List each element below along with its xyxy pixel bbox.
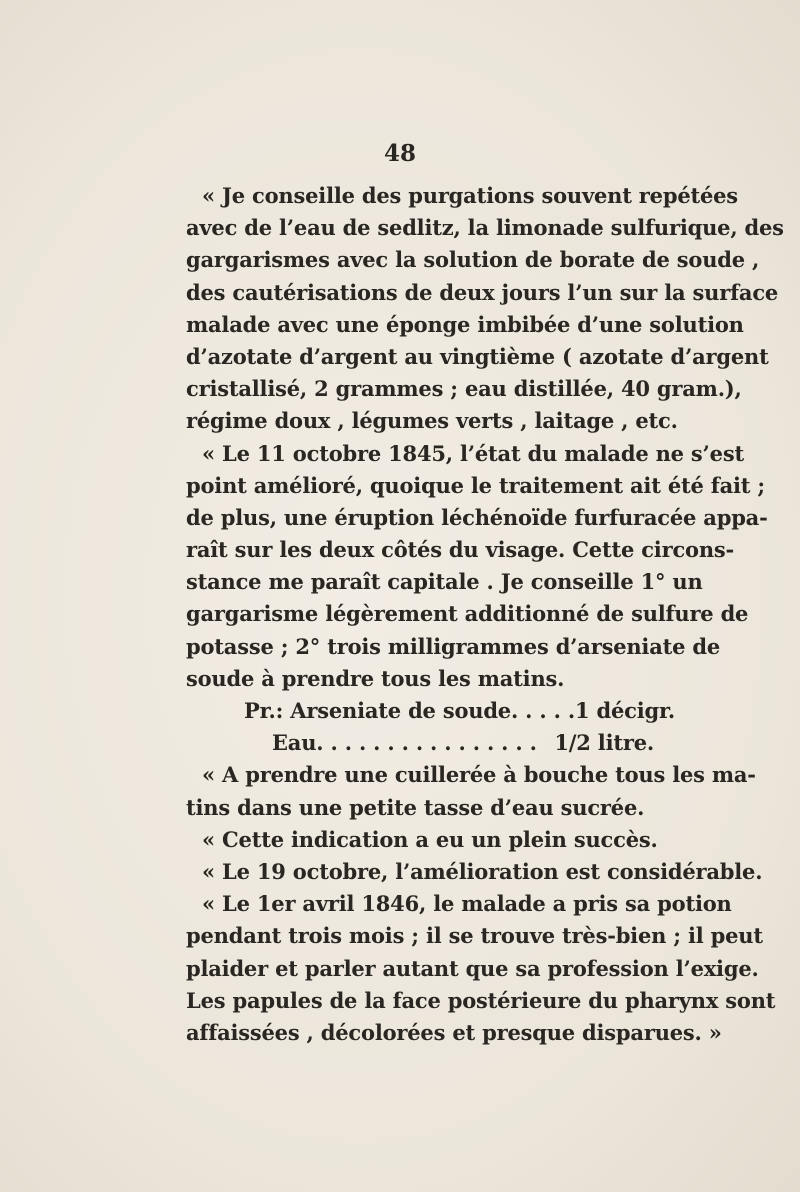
text-line: potasse ; 2° trois milligrammes d’arseniate de <box>186 633 721 659</box>
text-line: affaissées , décolorées et presque disparues. » <box>186 1019 722 1045</box>
text-line: avec de l’eau de sedlitz, la limonade sulfurique, des <box>186 215 784 241</box>
text-line: malade avec une éponge imbibée d’une solution <box>186 311 744 337</box>
text-line: plaider et parler autant que sa profession l’exige. <box>186 955 759 981</box>
text-line: « Je conseille des purgations souvent repétées <box>202 183 738 208</box>
text-line: « Le 19 octobre, l’amélioration est considérable. <box>202 858 763 884</box>
page-number: 48 <box>383 140 416 167</box>
prescription-dose: 1 décigr. <box>574 698 676 723</box>
text-line: pendant trois mois ; il se trouve très-bien ; il peut <box>186 923 763 949</box>
text-line: « Cette indication a eu un plein succès. <box>202 826 658 852</box>
text-line: point amélioré, quoique le traitement ait été fait ; <box>186 472 765 498</box>
text-line: « A prendre une cuillerée à bouche tous les ma- <box>202 762 756 788</box>
text-line: d’azotate d’argent au vingtième ( azotate d’argent <box>186 343 769 369</box>
text-line: gargarisme légèrement additionné de sulfure de <box>186 601 749 627</box>
text-line: raît sur les deux côtés du visage. Cette circons- <box>186 537 735 563</box>
prescription-dose: 1/2 litre. <box>554 730 654 756</box>
prescription-label: Pr.: Arseniate de soude. . . . . <box>244 698 575 723</box>
text-line: des cautérisations de deux jours l’un sur la surface <box>186 279 779 305</box>
text-line: de plus, une éruption léchénoïde furfuracée appa- <box>186 504 768 530</box>
text-line: cristallisé, 2 grammes ; eau distillée, 40 gram.), <box>186 376 742 402</box>
text-line: « Le 11 octobre 1845, l’état du malade ne s’est <box>202 440 744 466</box>
text-line: tins dans une petite tasse d’eau sucrée. <box>186 794 645 820</box>
text-line: régime doux , légumes verts , laitage , etc. <box>186 408 678 434</box>
prescription-label: Eau. . . . . . . . . . . . . . . . <box>272 730 537 756</box>
text-line: soude à prendre tous les matins. <box>186 665 565 691</box>
body-text <box>186 180 784 1049</box>
text-line: gargarismes avec la solution de borate de soude , <box>186 247 760 273</box>
text-line: stance me paraît capitale . Je conseille 1° un <box>186 569 703 595</box>
prescription-line-2 <box>186 727 680 759</box>
text-line: Les papules de la face postérieure du pharynx sont <box>186 987 776 1013</box>
text-line: « Le 1er avril 1846, le malade a pris sa potion <box>202 891 732 917</box>
prescription-line-1 <box>186 695 680 727</box>
